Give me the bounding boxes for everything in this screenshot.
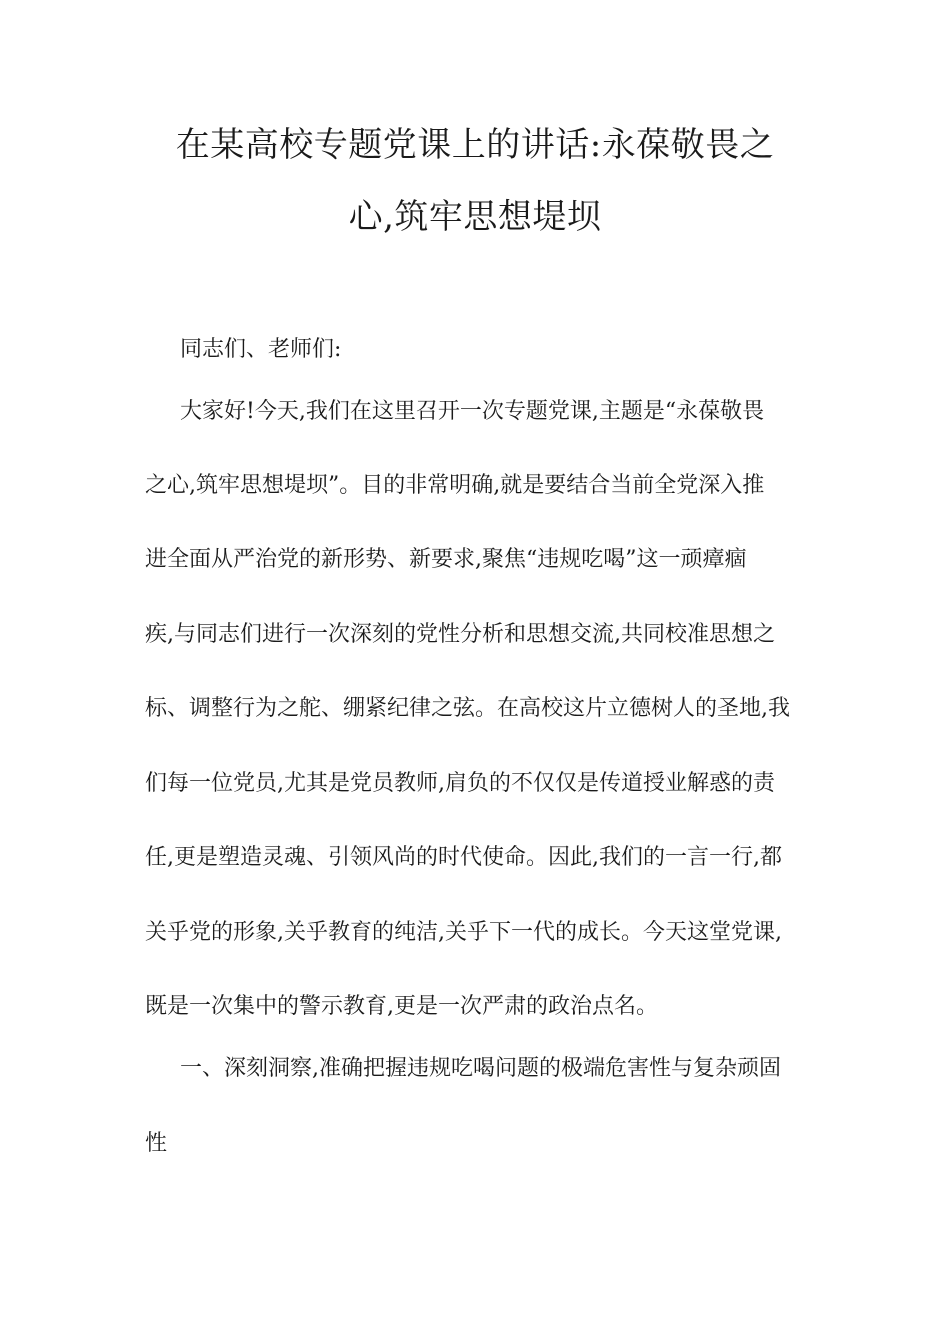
document-title-line-1: 在某高校专题党课上的讲话:永葆敬畏之 xyxy=(175,125,775,165)
salutation: 同志们、老师们: xyxy=(180,337,342,362)
section-heading-line: 性 xyxy=(145,1131,168,1156)
paragraph-line: 们每一位党员,尤其是党员教师,肩负的不仅仅是传道授业解惑的责 xyxy=(145,771,775,796)
paragraph-line: 之心,筑牢思想堤坝”。目的非常明确,就是要结合当前全党深入推 xyxy=(145,473,765,498)
paragraph-line: 疾,与同志们进行一次深刻的党性分析和思想交流,共同校准思想之 xyxy=(145,622,775,647)
section-heading-line: 一、深刻洞察,准确把握违规吃喝问题的极端危害性与复杂顽固 xyxy=(180,1056,781,1081)
paragraph-line: 关乎党的形象,关乎教育的纯洁,关乎下一代的成长。今天这堂党课, xyxy=(145,920,782,945)
paragraph-line: 任,更是塑造灵魂、引领风尚的时代使命。因此,我们的一言一行,都 xyxy=(145,845,782,870)
paragraph-line: 标、调整行为之舵、绷紧纪律之弦。在高校这片立德树人的圣地,我 xyxy=(145,696,790,721)
paragraph-line: 大家好!今天,我们在这里召开一次专题党课,主题是“永葆敬畏 xyxy=(180,399,765,424)
paragraph-line: 既是一次集中的警示教育,更是一次严肃的政治点名。 xyxy=(145,994,658,1019)
document-title-line-2: 心,筑牢思想堤坝 xyxy=(348,197,602,237)
paragraph-line: 进全面从严治党的新形势、新要求,聚焦“违规吃喝”这一顽瘴痼 xyxy=(145,547,747,572)
